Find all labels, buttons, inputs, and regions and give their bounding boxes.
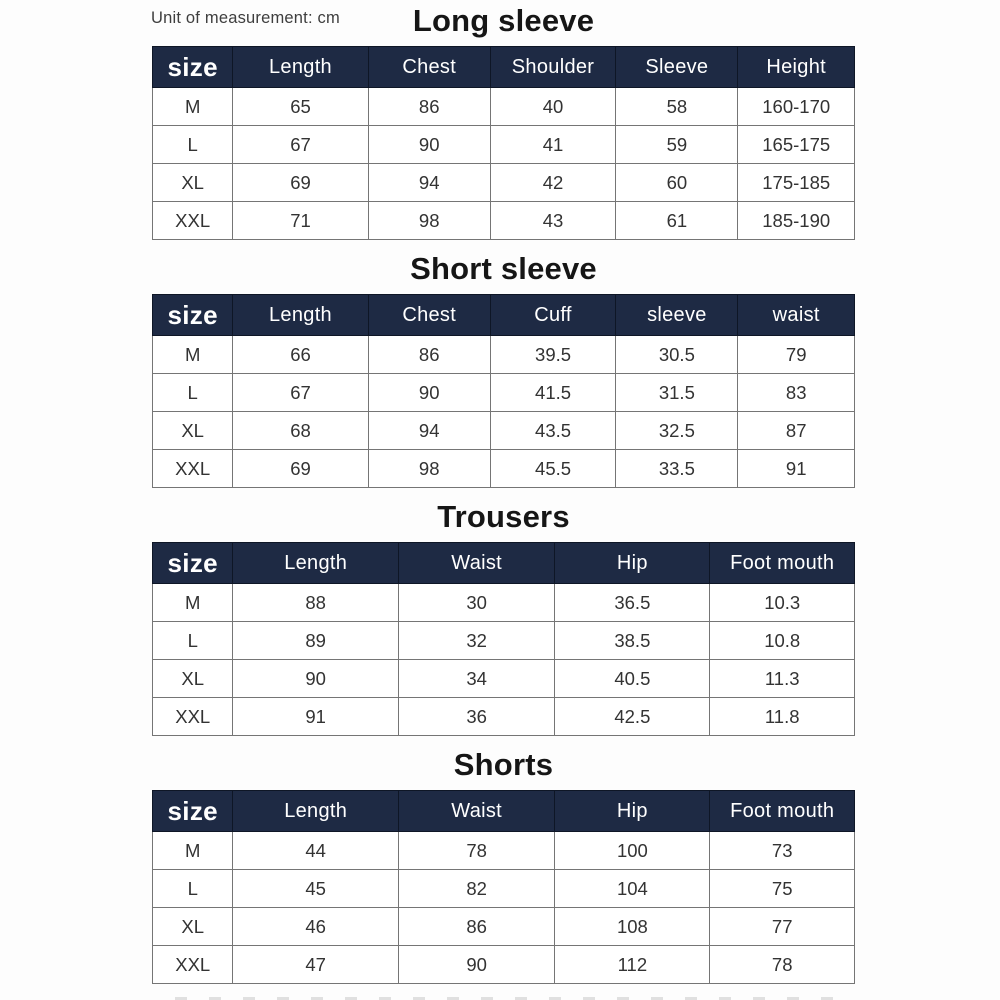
table-row	[153, 126, 855, 164]
measurement-cell: 68	[233, 412, 368, 450]
table-row	[153, 584, 855, 622]
measurement-cell: 67	[233, 126, 368, 164]
measurement-cell: 38.5	[555, 622, 710, 660]
size-cell: XL	[153, 164, 233, 202]
table-row	[153, 698, 855, 736]
size-cell: L	[153, 374, 233, 412]
size-cell: XL	[153, 412, 233, 450]
size-cell: XL	[153, 660, 233, 698]
table-row	[153, 908, 855, 946]
size-cell: L	[153, 622, 233, 660]
column-header: Shoulder	[490, 47, 616, 88]
table-row	[153, 374, 855, 412]
table-row	[153, 450, 855, 488]
section-shorts	[152, 744, 855, 984]
measurement-cell: 98	[368, 202, 490, 240]
column-header: Chest	[368, 295, 490, 336]
table-row	[153, 660, 855, 698]
measurement-cell: 90	[398, 946, 554, 984]
measurement-cell: 104	[555, 870, 710, 908]
measurement-cell: 160-170	[738, 88, 855, 126]
measurement-cell: 86	[368, 88, 490, 126]
measurement-cell: 165-175	[738, 126, 855, 164]
size-cell: M	[153, 584, 233, 622]
column-header: Length	[233, 791, 399, 832]
measurement-cell: 42	[490, 164, 616, 202]
table-row	[153, 88, 855, 126]
column-header: Height	[738, 47, 855, 88]
unit-of-measurement-label: Unit of measurement: cm	[151, 9, 340, 27]
column-header: size	[153, 47, 233, 88]
measurement-cell: 67	[233, 374, 368, 412]
size-cell: L	[153, 870, 233, 908]
measurement-cell: 91	[233, 698, 399, 736]
column-header: Foot mouth	[710, 543, 855, 584]
measurement-cell: 33.5	[616, 450, 738, 488]
header-row	[153, 47, 855, 88]
measurement-cell: 112	[555, 946, 710, 984]
measurement-cell: 185-190	[738, 202, 855, 240]
size-cell: XXL	[153, 946, 233, 984]
measurement-cell: 94	[368, 164, 490, 202]
table-row	[153, 832, 855, 870]
table-row	[153, 622, 855, 660]
measurement-cell: 40.5	[555, 660, 710, 698]
measurement-cell: 73	[710, 832, 855, 870]
measurement-cell: 88	[233, 584, 399, 622]
measurement-cell: 58	[616, 88, 738, 126]
measurement-cell: 47	[233, 946, 399, 984]
size-cell: XXL	[153, 202, 233, 240]
measurement-cell: 30.5	[616, 336, 738, 374]
section-title-shorts: Shorts	[453, 747, 554, 782]
section-title-trousers: Trousers	[437, 499, 570, 534]
size-table-shorts	[152, 790, 855, 984]
measurement-cell: 175-185	[738, 164, 855, 202]
measurement-cell: 45.5	[490, 450, 616, 488]
measurement-cell: 78	[398, 832, 554, 870]
measurement-cell: 108	[555, 908, 710, 946]
section-title-long-sleeve: Long sleeve	[412, 3, 595, 38]
header-row	[153, 543, 855, 584]
measurement-cell: 90	[233, 660, 399, 698]
table-row	[153, 202, 855, 240]
measurement-cell: 30	[398, 584, 554, 622]
measurement-cell: 86	[398, 908, 554, 946]
measurement-cell: 39.5	[490, 336, 616, 374]
measurement-cell: 42.5	[555, 698, 710, 736]
size-table-short-sleeve	[152, 294, 855, 488]
measurement-cell: 61	[616, 202, 738, 240]
measurement-cell: 82	[398, 870, 554, 908]
column-header: Chest	[368, 47, 490, 88]
measurement-cell: 36	[398, 698, 554, 736]
table-row	[153, 164, 855, 202]
column-header: Waist	[398, 791, 554, 832]
header-row	[153, 295, 855, 336]
measurement-cell: 66	[233, 336, 368, 374]
measurement-cell: 90	[368, 126, 490, 164]
measurement-cell: 65	[233, 88, 368, 126]
size-chart-content	[152, 0, 855, 984]
measurement-cell: 31.5	[616, 374, 738, 412]
measurement-cell: 32.5	[616, 412, 738, 450]
column-header: Length	[233, 543, 399, 584]
measurement-cell: 43	[490, 202, 616, 240]
measurement-cell: 79	[738, 336, 855, 374]
measurement-cell: 32	[398, 622, 554, 660]
measurement-cell: 100	[555, 832, 710, 870]
size-cell: M	[153, 336, 233, 374]
column-header: Sleeve	[616, 47, 738, 88]
table-row	[153, 870, 855, 908]
column-header: size	[153, 543, 233, 584]
size-cell: XXL	[153, 698, 233, 736]
section-trousers	[152, 496, 855, 736]
measurement-cell: 78	[710, 946, 855, 984]
measurement-cell: 77	[710, 908, 855, 946]
measurement-cell: 69	[233, 450, 368, 488]
measurement-cell: 45	[233, 870, 399, 908]
size-cell: L	[153, 126, 233, 164]
column-header: Length	[233, 295, 368, 336]
table-row	[153, 946, 855, 984]
size-cell: M	[153, 88, 233, 126]
measurement-cell: 60	[616, 164, 738, 202]
header-row	[153, 791, 855, 832]
measurement-cell: 41.5	[490, 374, 616, 412]
measurement-cell: 44	[233, 832, 399, 870]
measurement-cell: 98	[368, 450, 490, 488]
size-cell: M	[153, 832, 233, 870]
column-header: Cuff	[490, 295, 616, 336]
column-header: size	[153, 791, 233, 832]
measurement-cell: 46	[233, 908, 399, 946]
measurement-cell: 69	[233, 164, 368, 202]
measurement-cell: 89	[233, 622, 399, 660]
column-header: size	[153, 295, 233, 336]
measurement-cell: 87	[738, 412, 855, 450]
measurement-cell: 43.5	[490, 412, 616, 450]
measurement-cell: 59	[616, 126, 738, 164]
measurement-cell: 34	[398, 660, 554, 698]
column-header: Hip	[555, 543, 710, 584]
measurement-cell: 94	[368, 412, 490, 450]
measurement-cell: 40	[490, 88, 616, 126]
size-cell: XXL	[153, 450, 233, 488]
size-table-trousers	[152, 542, 855, 736]
table-row	[153, 412, 855, 450]
column-header: waist	[738, 295, 855, 336]
column-header: Waist	[398, 543, 554, 584]
section-short-sleeve	[152, 248, 855, 488]
measurement-cell: 86	[368, 336, 490, 374]
column-header: Foot mouth	[710, 791, 855, 832]
table-row	[153, 336, 855, 374]
measurement-cell: 10.8	[710, 622, 855, 660]
column-header: Hip	[555, 791, 710, 832]
measurement-cell: 11.8	[710, 698, 855, 736]
measurement-cell: 90	[368, 374, 490, 412]
measurement-cell: 83	[738, 374, 855, 412]
measurement-cell: 75	[710, 870, 855, 908]
size-cell: XL	[153, 908, 233, 946]
measurement-cell: 10.3	[710, 584, 855, 622]
section-long-sleeve	[152, 0, 855, 240]
measurement-cell: 91	[738, 450, 855, 488]
section-title-short-sleeve: Short sleeve	[410, 251, 597, 286]
column-header: sleeve	[616, 295, 738, 336]
measurement-cell: 71	[233, 202, 368, 240]
size-table-long-sleeve	[152, 46, 855, 240]
measurement-cell: 41	[490, 126, 616, 164]
measurement-cell: 36.5	[555, 584, 710, 622]
column-header: Length	[233, 47, 368, 88]
measurement-cell: 11.3	[710, 660, 855, 698]
